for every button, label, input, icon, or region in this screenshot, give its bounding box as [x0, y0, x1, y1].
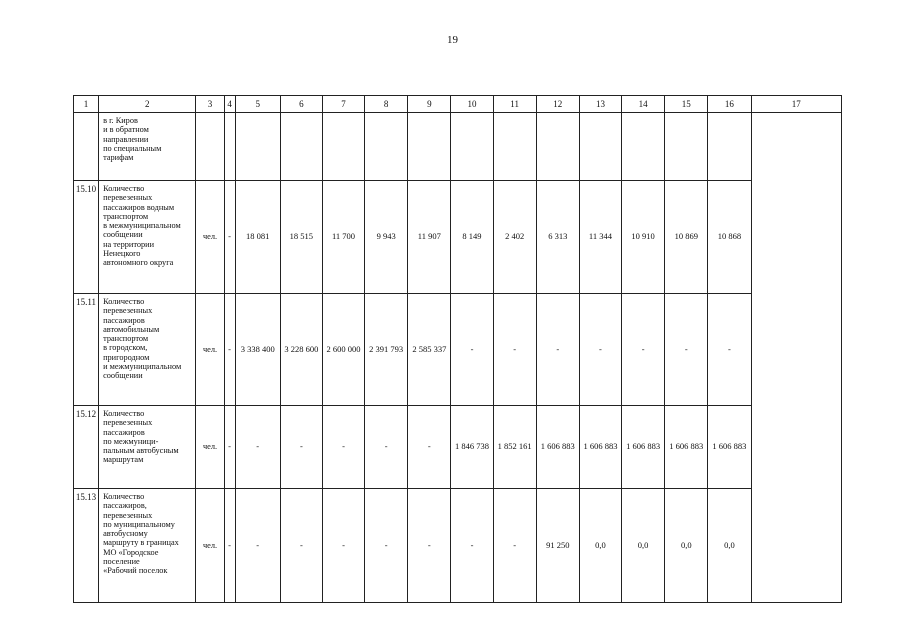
description-line: направлении	[103, 134, 149, 144]
column-header-10: 10	[451, 96, 493, 113]
value-cell	[622, 113, 665, 181]
value-cell: 10 869	[665, 181, 708, 294]
value-cell: 2 402	[493, 181, 536, 294]
value-cell	[493, 113, 536, 181]
value-cell: -	[235, 406, 280, 489]
table-row	[74, 406, 842, 489]
value-cell: -	[365, 489, 408, 603]
value-cell	[280, 113, 322, 181]
value-cell: 18 081	[235, 181, 280, 294]
description-line: автомобильным	[103, 324, 160, 334]
description-line: по муниципальному	[103, 519, 175, 529]
description-line: на территории	[103, 239, 155, 249]
value-cell: 91 250	[536, 489, 579, 603]
value-cell: 0,0	[708, 489, 751, 603]
value-cell	[235, 113, 280, 181]
value-cell: 18 515	[280, 181, 322, 294]
column-header-4: 4	[224, 96, 235, 113]
description-line: в г. Киров	[103, 116, 138, 125]
column-header-7: 7	[322, 96, 364, 113]
table-row	[74, 294, 842, 406]
value-cell: 6 313	[536, 181, 579, 294]
description-line: перевезенных	[103, 510, 153, 520]
value-cell: 11 344	[579, 181, 621, 294]
value-cell: -	[536, 294, 579, 406]
unit-cell: чел.	[196, 406, 224, 489]
col4-cell: -	[224, 406, 235, 489]
column-header-8: 8	[365, 96, 408, 113]
row-description	[99, 113, 196, 181]
value-cell: -	[622, 294, 665, 406]
description-line: по специальным	[103, 143, 162, 153]
value-cell: 1 606 883	[622, 406, 665, 489]
column-header-13: 13	[579, 96, 621, 113]
value-cell: -	[493, 294, 536, 406]
value-cell: -	[280, 489, 322, 603]
value-cell: -	[451, 489, 493, 603]
value-cell	[665, 113, 708, 181]
value-cell: -	[408, 406, 451, 489]
value-cell: 1 606 883	[579, 406, 621, 489]
value-cell: -	[708, 294, 751, 406]
column-header-9: 9	[408, 96, 451, 113]
row-number: 15.12	[74, 406, 99, 489]
value-cell: -	[365, 406, 408, 489]
column-header-11: 11	[493, 96, 536, 113]
description-line: и в обратном	[103, 125, 149, 135]
value-cell	[451, 113, 493, 181]
description-line: Ненецкого	[103, 248, 141, 258]
unit-cell	[196, 113, 224, 181]
description-line: Количество	[103, 409, 145, 418]
value-cell: 0,0	[665, 489, 708, 603]
description-line: и межмуниципальном	[103, 361, 182, 371]
value-cell	[322, 113, 364, 181]
description-line: маршрутам	[103, 455, 144, 465]
value-cell: 2 585 337	[408, 294, 451, 406]
table-row	[74, 181, 842, 294]
value-cell: -	[665, 294, 708, 406]
unit-cell: чел.	[196, 294, 224, 406]
row-description	[99, 406, 196, 489]
col4-cell: -	[224, 181, 235, 294]
value-cell: 1 606 883	[536, 406, 579, 489]
description-line: пассажиров,	[103, 501, 147, 511]
description-line: «Рабочий поселок	[103, 566, 168, 576]
column-header-2: 2	[99, 96, 196, 113]
column-header-17: 17	[751, 96, 842, 113]
value-cell: 3 228 600	[280, 294, 322, 406]
value-cell: -	[493, 489, 536, 603]
value-cell: 2 600 000	[322, 294, 364, 406]
col4-cell: -	[224, 294, 235, 406]
description-line: поселение	[103, 556, 140, 566]
value-cell: -	[451, 294, 493, 406]
row-number	[74, 113, 99, 181]
description-line: перевезенных	[103, 193, 153, 203]
value-cell	[408, 113, 451, 181]
description-line: транспортом	[103, 334, 149, 344]
row-description	[99, 489, 196, 603]
description-line: Количество	[103, 492, 145, 501]
description-line: сообщении	[103, 230, 143, 240]
column-17-cell	[751, 113, 842, 603]
description-line: автономного округа	[103, 258, 174, 268]
column-header-15: 15	[665, 96, 708, 113]
value-cell: 1 606 883	[708, 406, 751, 489]
data-table	[73, 95, 842, 603]
column-header-12: 12	[536, 96, 579, 113]
value-cell: -	[579, 294, 621, 406]
description-line: Количество	[103, 297, 145, 306]
description-line: перевезенных	[103, 306, 153, 316]
value-cell	[365, 113, 408, 181]
value-cell: 1 846 738	[451, 406, 493, 489]
description-line: пальным автобусным	[103, 446, 179, 456]
value-cell	[708, 113, 751, 181]
description-line: по межмуници-	[103, 436, 159, 446]
value-cell: -	[322, 406, 364, 489]
row-number: 15.10	[74, 181, 99, 294]
col4-cell	[224, 113, 235, 181]
column-header-5: 5	[235, 96, 280, 113]
value-cell: 8 149	[451, 181, 493, 294]
value-cell: 0,0	[622, 489, 665, 603]
description-line: пригородном	[103, 352, 150, 362]
value-cell: -	[280, 406, 322, 489]
value-cell: 10 868	[708, 181, 751, 294]
unit-cell: чел.	[196, 181, 224, 294]
value-cell: -	[408, 489, 451, 603]
value-cell: 10 910	[622, 181, 665, 294]
description-line: в межмуниципальном	[103, 221, 181, 231]
description-line: автобусному	[103, 529, 148, 539]
column-header-3: 3	[196, 96, 224, 113]
description-line: маршруту в границах	[103, 538, 179, 548]
column-header-1: 1	[74, 96, 99, 113]
value-cell: 0,0	[579, 489, 621, 603]
unit-cell: чел.	[196, 489, 224, 603]
row-number: 15.11	[74, 294, 99, 406]
value-cell: 9 943	[365, 181, 408, 294]
description-line: пассажиров	[103, 315, 145, 325]
description-line: сообщении	[103, 371, 143, 381]
value-cell: 2 391 793	[365, 294, 408, 406]
description-line: перевезенных	[103, 418, 153, 428]
column-header-6: 6	[280, 96, 322, 113]
description-line: Количество	[103, 184, 145, 193]
col4-cell: -	[224, 489, 235, 603]
value-cell: 11 907	[408, 181, 451, 294]
column-header-16: 16	[708, 96, 751, 113]
value-cell	[579, 113, 621, 181]
value-cell: -	[235, 489, 280, 603]
description-line: пассажиров	[103, 427, 145, 437]
description-line: транспортом	[103, 211, 149, 221]
value-cell	[536, 113, 579, 181]
table-row	[74, 489, 842, 603]
description-line: тарифам	[103, 153, 134, 163]
value-cell: 3 338 400	[235, 294, 280, 406]
header-row	[74, 96, 842, 113]
page-number: 19	[447, 34, 458, 46]
description-line: в городском,	[103, 343, 148, 353]
row-number: 15.13	[74, 489, 99, 603]
column-header-14: 14	[622, 96, 665, 113]
value-cell: 11 700	[322, 181, 364, 294]
value-cell: 1 852 161	[493, 406, 536, 489]
table-row	[74, 113, 842, 181]
row-description	[99, 294, 196, 406]
description-line: МО «Городское	[103, 547, 159, 557]
description-line: пассажиров водным	[103, 202, 175, 212]
value-cell: 1 606 883	[665, 406, 708, 489]
row-description	[99, 181, 196, 294]
value-cell: -	[322, 489, 364, 603]
